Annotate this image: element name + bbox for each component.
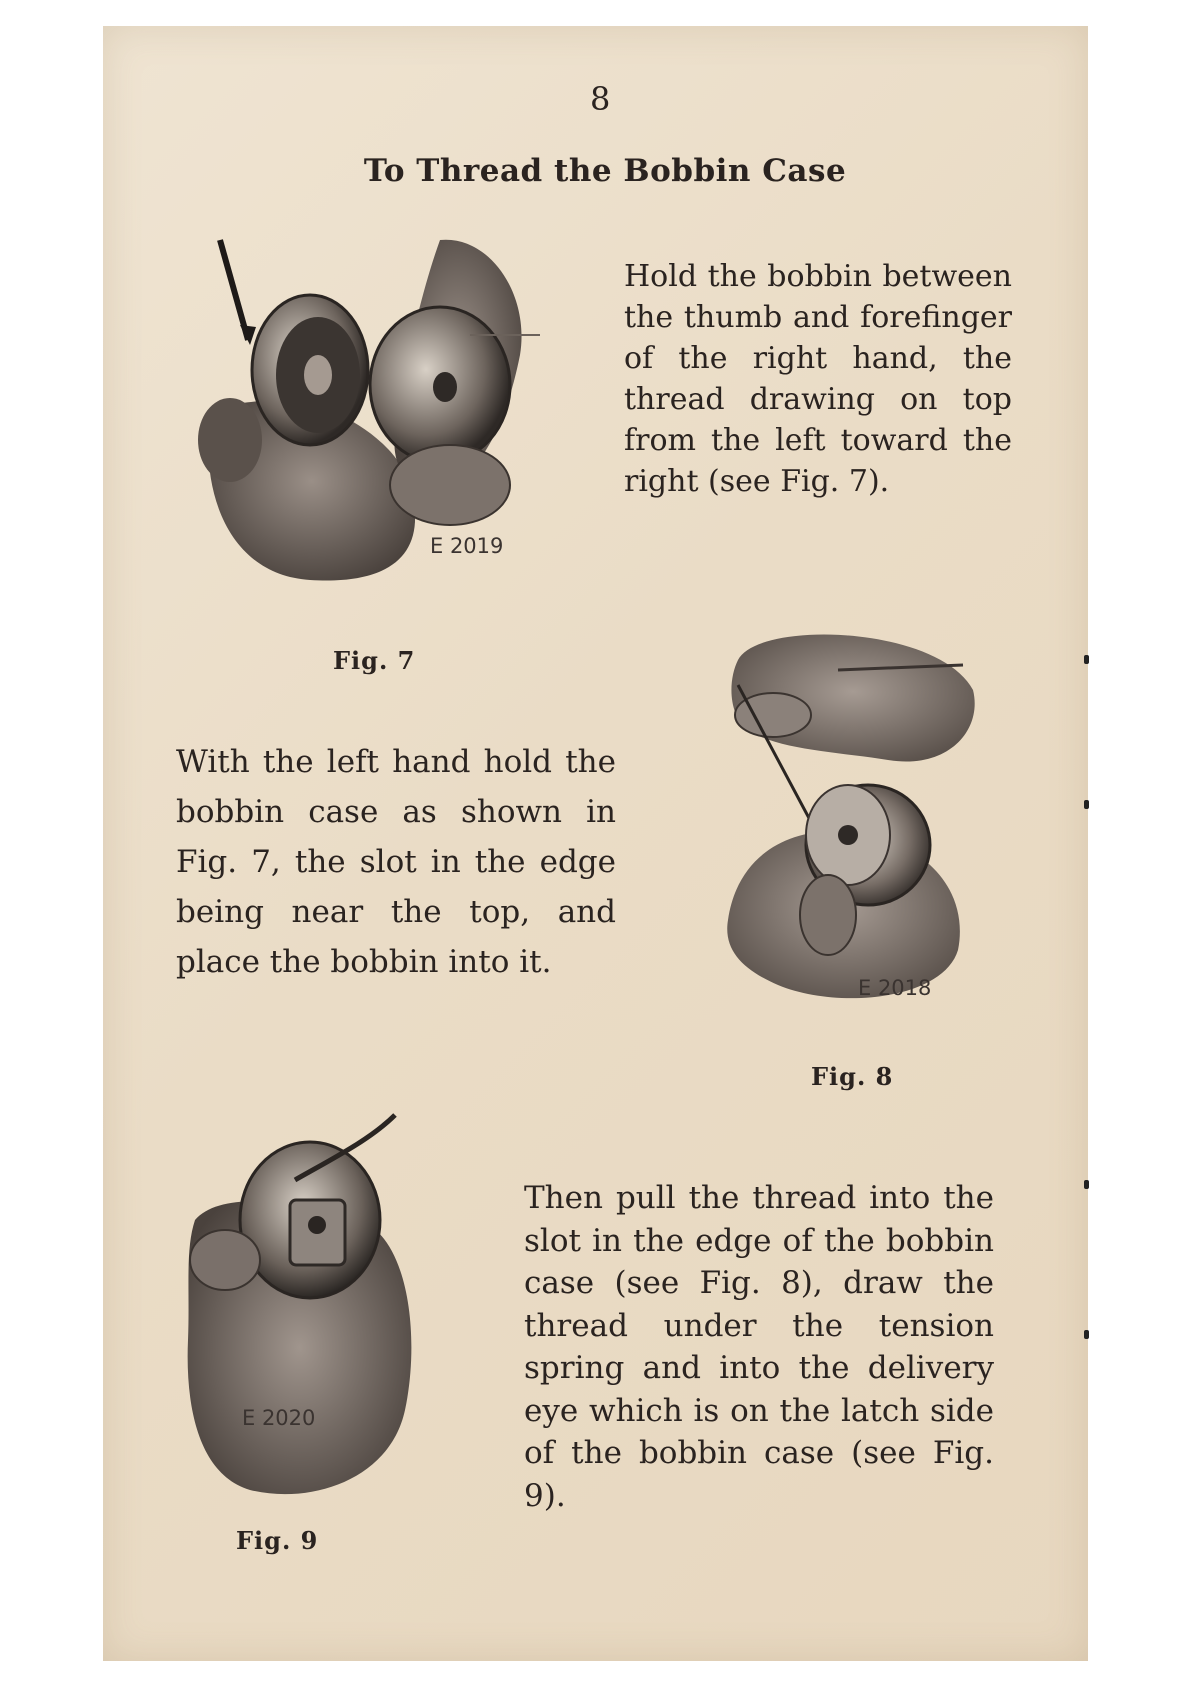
figure-9-plate-number: E 2020 (242, 1406, 316, 1430)
page-edge-mark (1084, 655, 1089, 664)
page-edge-mark (1084, 800, 1089, 809)
figure-9-illustration (180, 1110, 430, 1510)
paragraph-left-hand: With the left hand hold the bobbin case as shown in Fig. 7, the slot in the edge being near the top, and place the bobbin into it. (176, 744, 616, 980)
page-edge-mark (1084, 1180, 1089, 1189)
page-edge-mark (1084, 1330, 1089, 1339)
figure-8-caption: Fig. 8 (811, 1062, 894, 1091)
page-title: To Thread the Bobbin Case (363, 153, 847, 189)
paragraph-pull-thread: Then pull the thread into the slot in the edge of the bobbin case (see Fig. 8), draw the thread under the tension spring and into the delivery eye which is on the latch side of the bobbin case (see Fig. 9). (524, 1180, 994, 1514)
figure-7-illustration (190, 235, 590, 615)
figure-7-caption: Fig. 7 (333, 646, 416, 675)
figure-8-plate-number: E 2018 (858, 976, 932, 1000)
figure-7-plate-number: E 2019 (430, 534, 504, 558)
paragraph-hold-bobbin: Hold the bobbin between the thumb and forefinger of the right hand, the thread drawing on top from the left toward the right (see Fig. 7). (624, 259, 1012, 499)
figure-8-illustration (718, 620, 988, 1020)
figure-9-caption: Fig. 9 (236, 1526, 319, 1555)
page-number: 8 (590, 80, 611, 118)
